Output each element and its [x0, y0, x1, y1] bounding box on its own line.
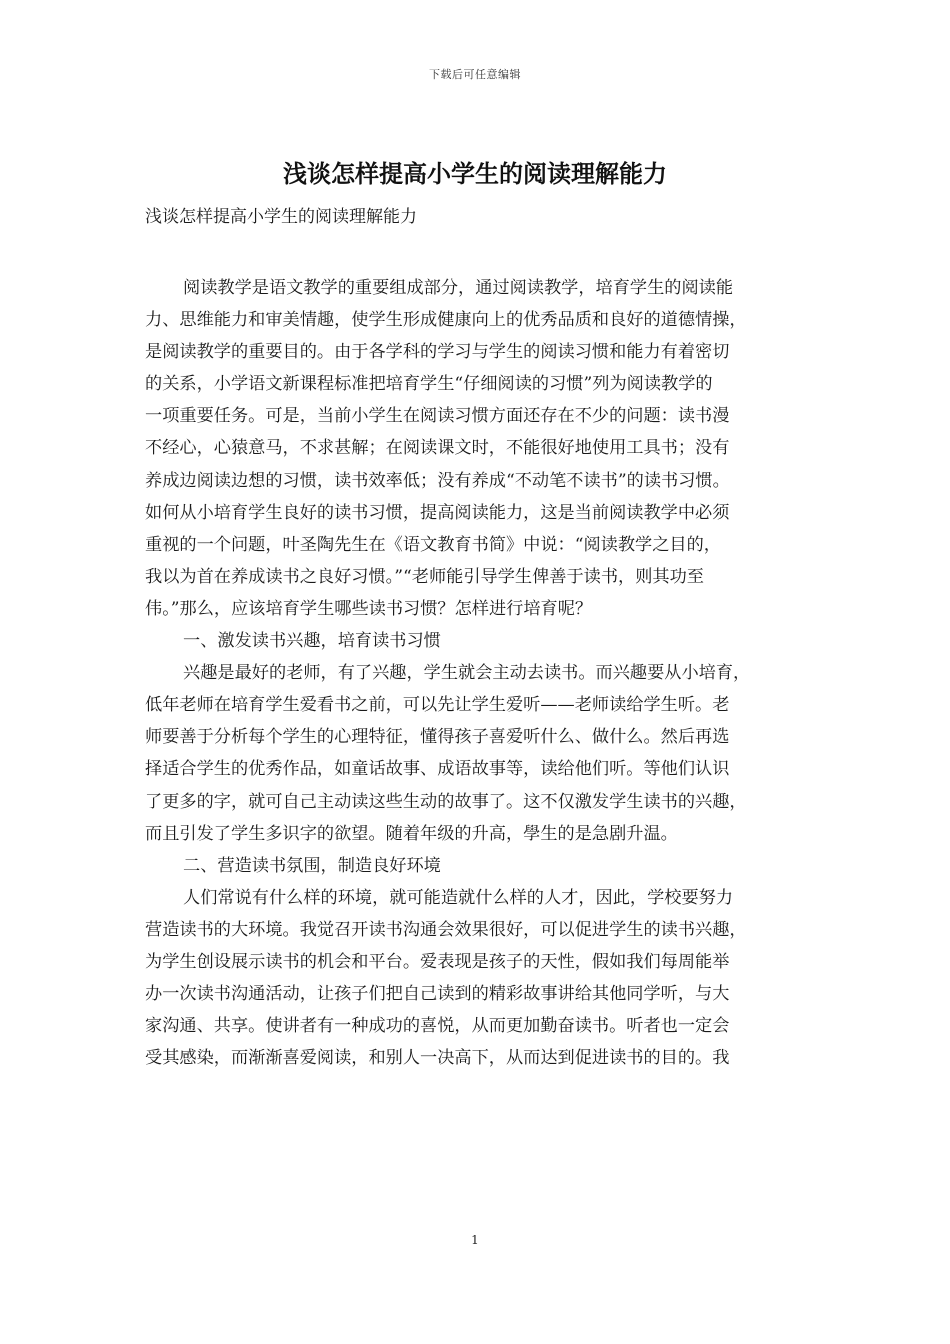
paragraph-line: 了更多的字，就可自己主动读这些生动的故事了。这不仅激发学生读书的兴趣，: [145, 791, 747, 812]
document-subtitle: 浅谈怎样提高小学生的阅读理解能力: [145, 207, 417, 227]
paragraph-line: 的关系，小学语文新课程标准把培育学生“仔细阅读的习惯”列为阅读教学的: [145, 374, 713, 395]
paragraph-line: 师要善于分析每个学生的心理特征，懂得孩子喜爱听什么、做什么。然后再选: [145, 727, 730, 748]
paragraph-line: 家沟通、共享。使讲者有一种成功的喜悦，从而更加勤奋读书。听者也一定会: [145, 1016, 730, 1037]
document-title: 浅谈怎样提高小学生的阅读理解能力: [283, 159, 667, 188]
paragraph-line: 择适合学生的优秀作品，如童话故事、成语故事等，读给他们听。等他们认识: [145, 759, 730, 780]
paragraph-line: 一项重要任务。可是，当前小学生在阅读习惯方面还存在不少的问题：读书漫: [145, 406, 730, 427]
paragraph-line: 力、思维能力和审美情趣，使学生形成健康向上的优秀品质和良好的道德情操，: [145, 310, 747, 331]
paragraph-line: 兴趣是最好的老师，有了兴趣，学生就会主动去读书。而兴趣要从小培育，: [183, 663, 751, 684]
paragraph-line: 营造读书的大环境。我觉召开读书沟通会效果很好，可以促进学生的读书兴趣，: [145, 919, 747, 940]
section-heading: 一、激发读书兴趣，培育读书习惯: [183, 631, 441, 652]
paragraph-line: 我以为首在养成读书之良好习惯。”“老师能引导学生俾善于读书，则其功至: [145, 566, 704, 587]
section-heading: 二、营造读书氛围，制造良好环境: [183, 855, 441, 876]
paragraph-line: 养成边阅读边想的习惯，读书效率低；没有养成“不动笔不读书”的读书习惯。: [145, 470, 730, 491]
paragraph-line: 而且引发了学生多识字的欲望。随着年级的升高，學生的是急剧升温。: [145, 823, 678, 844]
paragraph-line: 重视的一个问题，叶圣陶先生在《语文教育书简》中说：“阅读教学之目的，: [145, 534, 721, 555]
paragraph-line: 如何从小培育学生良好的读书习惯，提高阅读能力，这是当前阅读教学中必须: [145, 502, 730, 523]
paragraph-line: 受其感染，而渐渐喜爱阅读，和别人一决高下，从而达到促进读书的目的。我: [145, 1048, 730, 1069]
paragraph-line: 伟。”那么，应该培育学生哪些读书习惯？怎样进行培育呢？: [145, 598, 593, 619]
paragraph-line: 不经心，心猿意马，不求甚解；在阅读课文时，不能很好地使用工具书；没有: [145, 438, 730, 459]
document-body: [145, 272, 813, 1074]
page-number: 1: [471, 1233, 479, 1247]
paragraph-line: 为学生创设展示读书的机会和平台。爱表现是孩子的天性，假如我们每周能举: [145, 951, 730, 972]
paragraph-line: 办一次读书沟通活动，让孩子们把自己读到的精彩故事讲给其他同学听，与大: [145, 984, 730, 1005]
paragraph-line: 低年老师在培育学生爱看书之前，可以先让学生爱听——老师读给学生听。老: [145, 695, 730, 716]
header-note: 下载后可任意编辑: [429, 68, 521, 81]
paragraph-line: 人们常说有什么样的环境，就可能造就什么样的人才，因此，学校要努力: [183, 887, 734, 908]
paragraph-line: 阅读教学是语文教学的重要组成部分，通过阅读教学，培育学生的阅读能: [183, 278, 734, 298]
paragraph-line: 是阅读教学的重要目的。由于各学科的学习与学生的阅读习惯和能力有着密切: [145, 342, 730, 363]
